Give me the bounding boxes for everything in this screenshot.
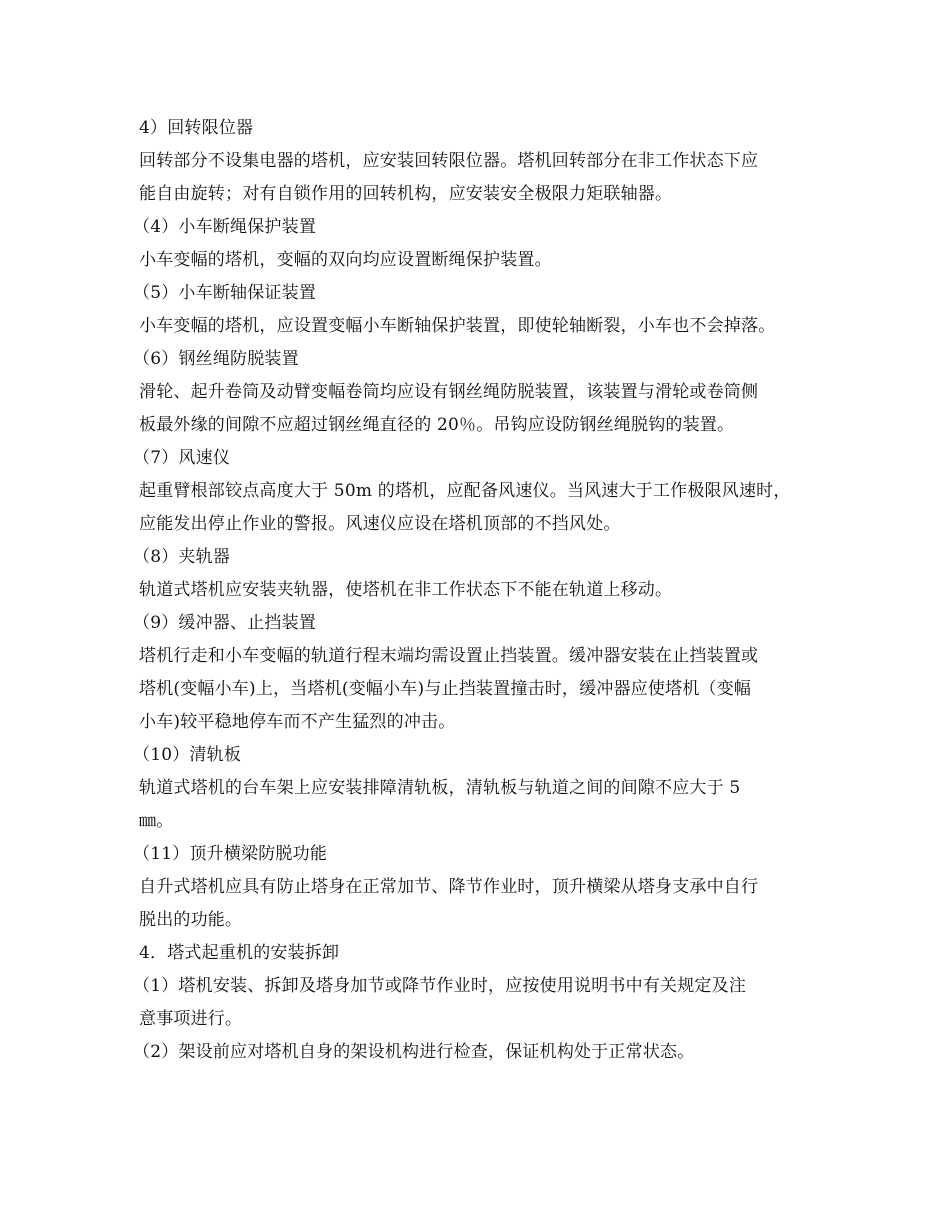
section-heading-slewing-limiter: 4）回转限位器: [139, 118, 254, 138]
paragraph-line: 塔机行走和小车变幅的轨道行程末端均需设置止挡装置。缓冲器安装在止挡装置或: [139, 646, 759, 666]
paragraph-line: 小车变幅的塔机，变幅的双向均应设置断绳保护装置。: [139, 250, 552, 270]
paragraph-line: 意事项进行。: [139, 1009, 243, 1029]
paragraph-line: 应能发出停止作业的警报。风速仪应设在塔机顶部的不挡风处。: [139, 514, 621, 534]
document-body: [133, 112, 829, 1069]
list-item-line: （2）架设前应对塔机自身的架设机构进行检查，保证机构处于正常状态。: [133, 1042, 695, 1062]
paragraph-line: 小车)较平稳地停车而不产生猛烈的冲击。: [139, 712, 456, 732]
paragraph-line: 塔机(变幅小车)上，当塔机(变幅小车)与止挡装置撞击时，缓冲器应使塔机（变幅: [139, 679, 752, 699]
section-heading-climbing-beam-guard: （11）顶升横梁防脱功能: [133, 844, 328, 864]
section-heading-rail-clamp: （8）夹轨器: [133, 547, 231, 567]
section-heading-rail-sweeper: （10）清轨板: [133, 745, 242, 765]
section-heading-wire-rope-guard: （6）钢丝绳防脱装置: [133, 349, 299, 369]
paragraph-line: 起重臂根部铰点高度大于 50m 的塔机，应配备风速仪。当风速大于工作极限风速时，: [139, 481, 791, 501]
section-heading-anemometer: （7）风速仪: [133, 448, 231, 468]
paragraph-line: 回转部分不设集电器的塔机，应安装回转限位器。塔机回转部分在非工作状态下应: [139, 151, 759, 171]
section-heading-installation-dismantling: 4．塔式起重机的安装拆卸: [139, 943, 340, 963]
paragraph-line: 能自由旋转；对有自锁作用的回转机构，应安装安全极限力矩联轴器。: [139, 184, 673, 204]
section-heading-buffer-stopper: （9）缓冲器、止挡装置: [133, 613, 317, 633]
list-item-line: （1）塔机安装、拆卸及塔身加节或降节作业时，应按使用说明书中有关规定及注: [133, 976, 747, 996]
section-heading-trolley-axle-break: （5）小车断轴保证装置: [133, 283, 317, 303]
paragraph-line: 小车变幅的塔机，应设置变幅小车断轴保护装置，即使轮轴断裂，小车也不会掉落。: [139, 316, 776, 336]
paragraph-line: 脱出的功能。: [139, 910, 243, 930]
paragraph-line: 滑轮、起升卷筒及动臂变幅卷筒均应设有钢丝绳防脱装置，该装置与滑轮或卷筒侧: [139, 382, 759, 402]
section-heading-trolley-rope-break: （4）小车断绳保护装置: [133, 217, 317, 237]
paragraph-line: 板最外缘的间隙不应超过钢丝绳直径的 20％。吊钩应设防钢丝绳脱钩的装置。: [139, 415, 735, 435]
paragraph-line: 轨道式塔机应安装夹轨器，使塔机在非工作状态下不能在轨道上移动。: [139, 580, 673, 600]
paragraph-line: ㎜。: [139, 811, 174, 831]
paragraph-line: 自升式塔机应具有防止塔身在正常加节、降节作业时，顶升横梁从塔身支承中自行: [139, 877, 759, 897]
paragraph-line: 轨道式塔机的台车架上应安装排障清轨板，清轨板与轨道之间的间隙不应大于 5: [139, 778, 741, 798]
